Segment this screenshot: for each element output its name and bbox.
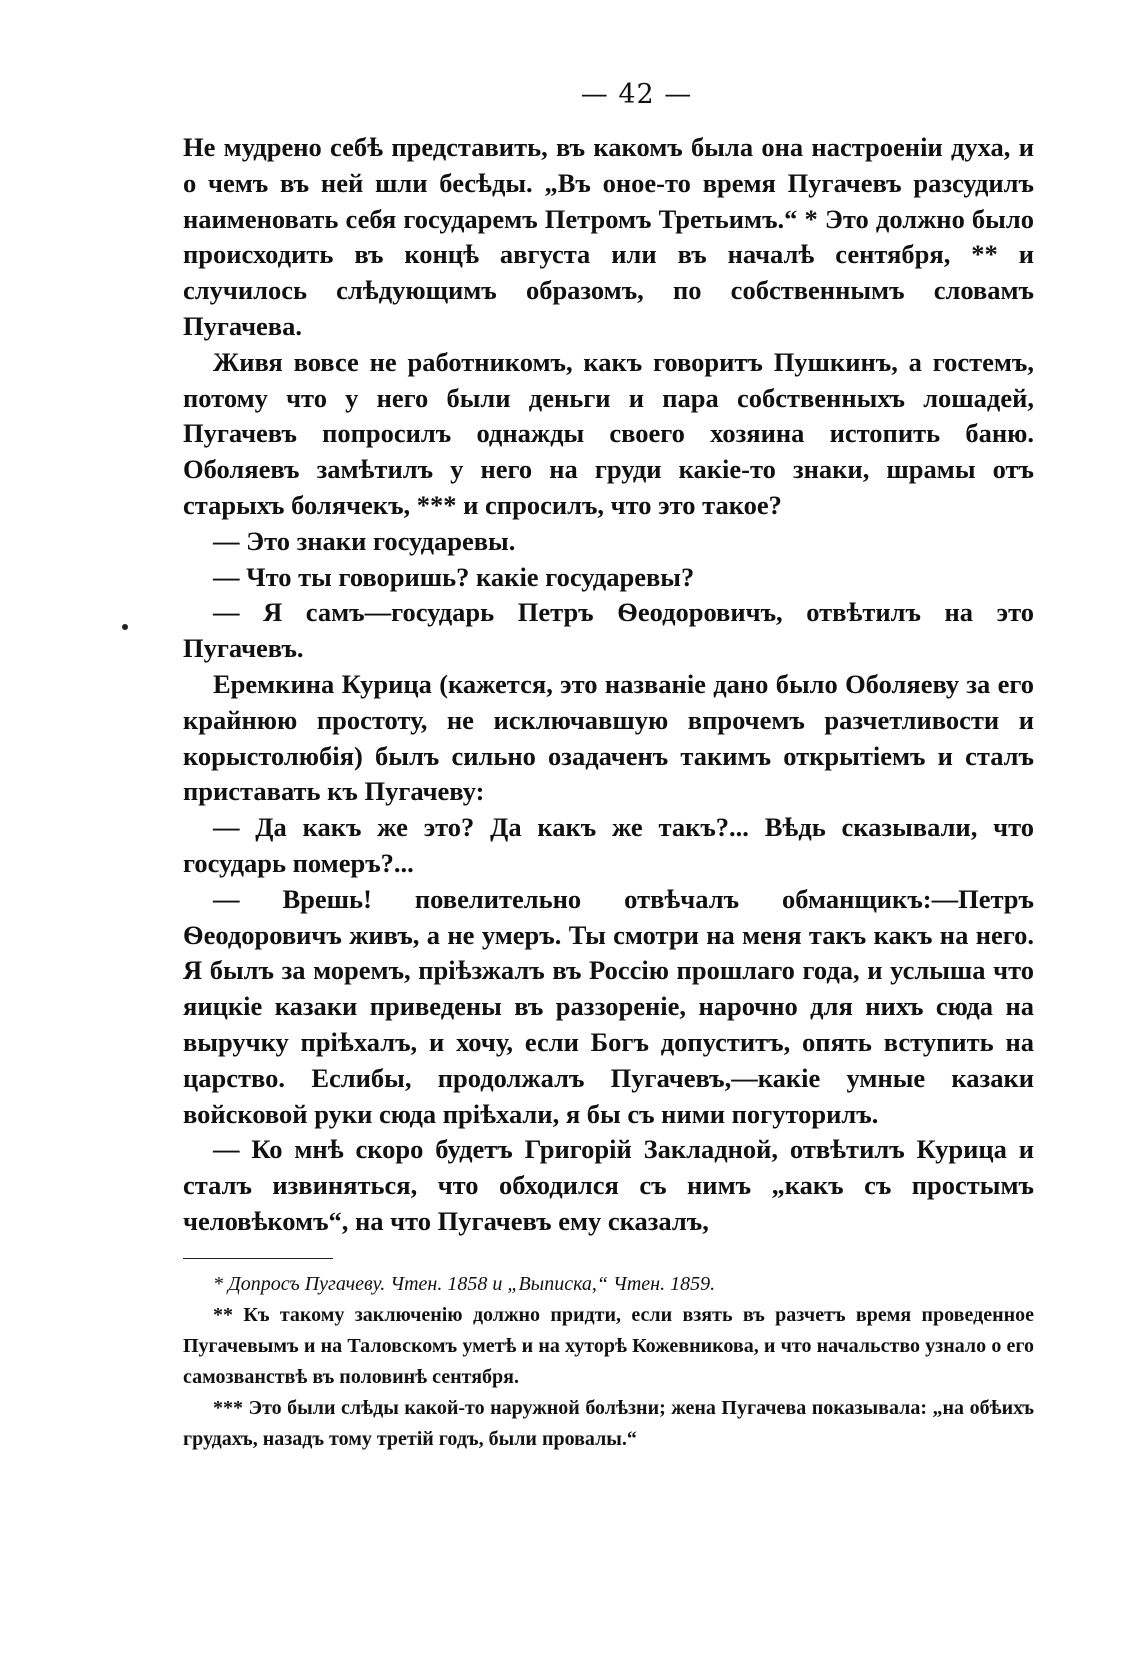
footnote: ** Къ такому заключенію должно придти, если взять въ разчетъ время проведенное Пугачевымъ и на Таловскомъ уметѣ и на хуторѣ Кожевникова, и что начальство узнало о его самозванствѣ въ половинѣ сентября. [183,1303,1034,1388]
dialog-line: — Что ты говоришь? какіе государевы? [213,561,695,592]
paragraph: Живя вовсе не работникомъ, какъ говоритъ Пушкинъ, а гостемъ, потому что у него были деньги и пара собственныхъ лошадей, Пугачевъ попросилъ однажды своего хозяина истопить баню. Оболяевъ замѣтилъ у него на груди какіе-то знаки, шрамы отъ старыхъ болячекъ, *** и спросилъ, что это такое? [183,346,1034,520]
dialog-line: — Это знаки государевы. [213,525,516,556]
dialog-line: — Я самъ—государь Петръ Ѳеодоровичъ, отвѣтилъ на это Пугачевъ. [183,597,1034,664]
ink-speck [122,624,128,630]
paragraph: Еремкина Курица (кажется, это названіе дано было Оболяеву за его крайнюю простоту, не исключавшую впрочемъ разчетливости и корыстолюбія) былъ сильно озадаченъ такимъ открытіемъ и сталъ приставать къ Пугачеву: [183,668,1034,807]
footnote: *** Это были слѣды какой-то наружной болѣзни; жена Пугачева показывала: „на обѣихъ грудахъ, назадъ тому третій годъ, были провалы.“ [183,1396,1034,1450]
footnote-separator [183,1258,333,1259]
dialog-line: — Ко мнѣ скоро будетъ Григорій Закладной, отвѣтилъ Курица и сталъ извиняться, что обходился съ нимъ „какъ съ простымъ человѣкомъ“, на что Пугачевъ ему сказалъ, [183,1134,1034,1236]
page-number: — 42 — [580,79,693,110]
footnote: * Допросъ Пугачеву. Чтен. 1858 и „Выписка,“ Чтен. 1859. [213,1272,716,1295]
main-text [183,130,1034,1240]
dialog-line: — Врешь! повелительно отвѣчалъ обманщикъ:—Петръ Ѳеодоровичъ живъ, а не умеръ. Ты смотри на меня такъ какъ на него. Я былъ за моремъ, пріѣзжалъ въ Россію прошлаго года, и услыша что яицкіе казаки приведены въ раззореніе, нарочно для нихъ сюда на выручку пріѣхалъ, и хочу, если Богъ допуститъ, опять вступить на царство. Еслибы, продолжалъ Пугачевъ,—какіе умные казаки войсковой руки сюда пріѣхали, я бы съ ними погуторилъ. [183,883,1034,1129]
dialog-line: — Да какъ же это? Да какъ же такъ?... Вѣдь сказывали, что государь померъ?... [183,812,1034,878]
paragraph: Не мудрено себѣ представить, въ какомъ была она настроеніи духа, и о чемъ въ ней шли бесѣды. „Въ оное-то время Пугачевъ разсудилъ наименовать себя государемъ Петромъ Третьимъ.“ * Это должно было происходить въ концѣ августа или въ началѣ сентября, ** и случилось слѣдующимъ образомъ, по собственнымъ словамъ Пугачева. [183,132,1034,341]
footnotes [183,1269,1034,1455]
